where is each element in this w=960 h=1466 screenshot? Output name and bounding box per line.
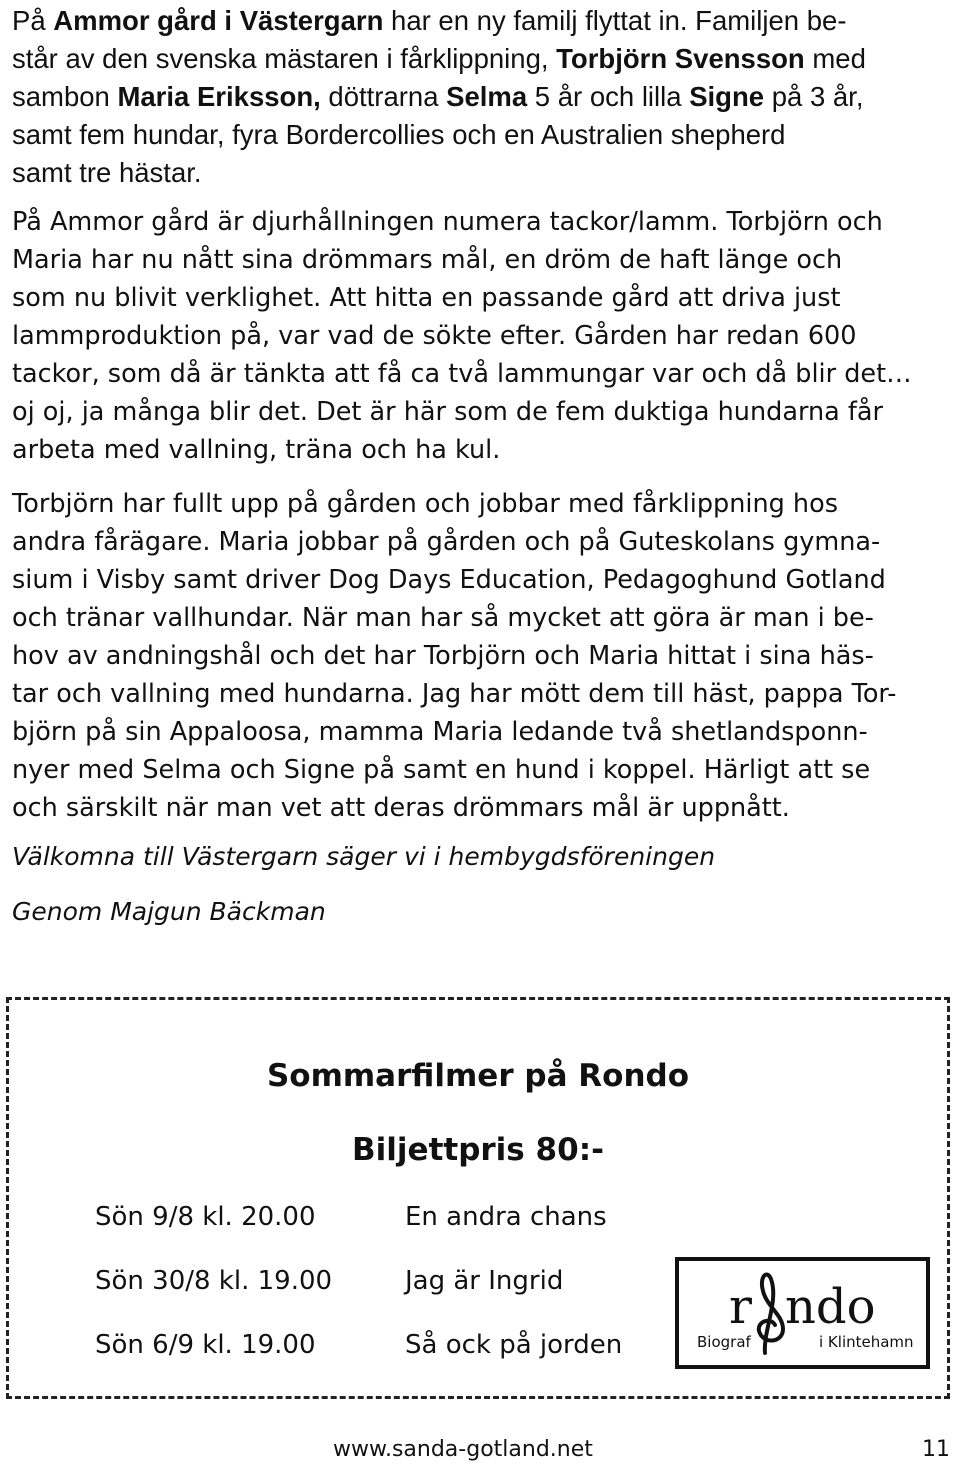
screening-film: En andra chans [405, 1202, 607, 1232]
rondo-logo-graphic [679, 1261, 926, 1365]
text-line: arbeta med vallning, träna och ha kul. [12, 435, 501, 465]
footer-url: www.sanda-gotland.net [333, 1437, 593, 1462]
article-paragraph-1 [12, 2, 952, 192]
byline: Genom Majgun Bäckman [12, 897, 326, 926]
logo-wordmark: r [729, 1279, 752, 1335]
logo-subtitle-left: Biograf [697, 1333, 751, 1351]
text-line: sium i Visby samt driver Dog Days Education, Pedagoghund Gotland [12, 565, 886, 595]
screening-film: Jag är Ingrid [405, 1266, 564, 1296]
screening-date: Sön 6/9 kl. 19.00 [95, 1330, 316, 1360]
text-line: tackor, som då är tänkta att få ca två lammungar var och då blir det… [12, 359, 912, 389]
page-number: 11 [922, 1437, 950, 1462]
rondo-logo [675, 1257, 930, 1369]
text-line: björn på sin Appaloosa, mamma Maria ledande två shetlandsponn- [12, 717, 868, 747]
text-line: samt tre hästar. [12, 157, 202, 188]
text-line: som nu blivit verklighet. Att hitta en passande gård att driva just [12, 283, 841, 313]
text-line: och tränar vallhundar. När man har så mycket att göra är man i be- [12, 603, 874, 633]
article-paragraph-3 [12, 485, 952, 827]
text-line: och särskilt när man vet att deras drömmars mål är uppnått. [12, 793, 790, 823]
text-line: samt fem hundar, fyra Bordercollies och en Australien shepherd [12, 119, 786, 150]
ticket-price: Biljettpris 80:- [352, 1132, 604, 1168]
screening-date: Sön 9/8 kl. 20.00 [95, 1202, 316, 1232]
article-paragraph-2 [12, 203, 952, 469]
text-line: Maria har nu nått sina drömmars mål, en dröm de haft länge och [12, 245, 843, 275]
treble-clef-icon [759, 1275, 783, 1353]
text-line: På Ammor gård är djurhållningen numera tackor/lamm. Torbjörn och [12, 207, 883, 237]
screening-film: Så ock på jorden [405, 1330, 623, 1360]
text-line: hov av andningshål och det har Torbjörn och Maria hittat i sina häs- [12, 641, 874, 671]
text-line: sambon Maria Eriksson, döttrarna Selma 5 år och lilla Signe på 3 år, [12, 81, 864, 112]
text-line: Torbjörn har fullt upp på gården och jobbar med fårklippning hos [12, 489, 838, 519]
screening-date: Sön 30/8 kl. 19.00 [95, 1266, 333, 1296]
text-line: oj oj, ja många blir det. Det är här som de fem duktiga hundarna får [12, 397, 883, 427]
text-line: tar och vallning med hundarna. Jag har mött dem till häst, pappa Tor- [12, 679, 897, 709]
welcome-line: Välkomna till Västergarn säger vi i hembygdsföreningen [12, 842, 716, 871]
text-line: lammproduktion på, var vad de sökte efter. Gården har redan 600 [12, 321, 857, 351]
logo-subtitle-right: i Klintehamn [819, 1333, 914, 1351]
ad-title: Sommarfilmer på Rondo [266, 1058, 690, 1094]
text-line: nyer med Selma och Signe på samt en hund i koppel. Härligt att se [12, 755, 871, 785]
text-line: står av den svenska mästaren i fårklippning, Torbjörn Svensson med [12, 43, 866, 74]
text-line: andra fårägare. Maria jobbar på gården och på Guteskolans gymna- [12, 527, 881, 557]
logo-wordmark: ndo [785, 1279, 876, 1335]
text-line: På Ammor gård i Västergarn har en ny familj flyttat in. Familjen be- [12, 5, 847, 36]
